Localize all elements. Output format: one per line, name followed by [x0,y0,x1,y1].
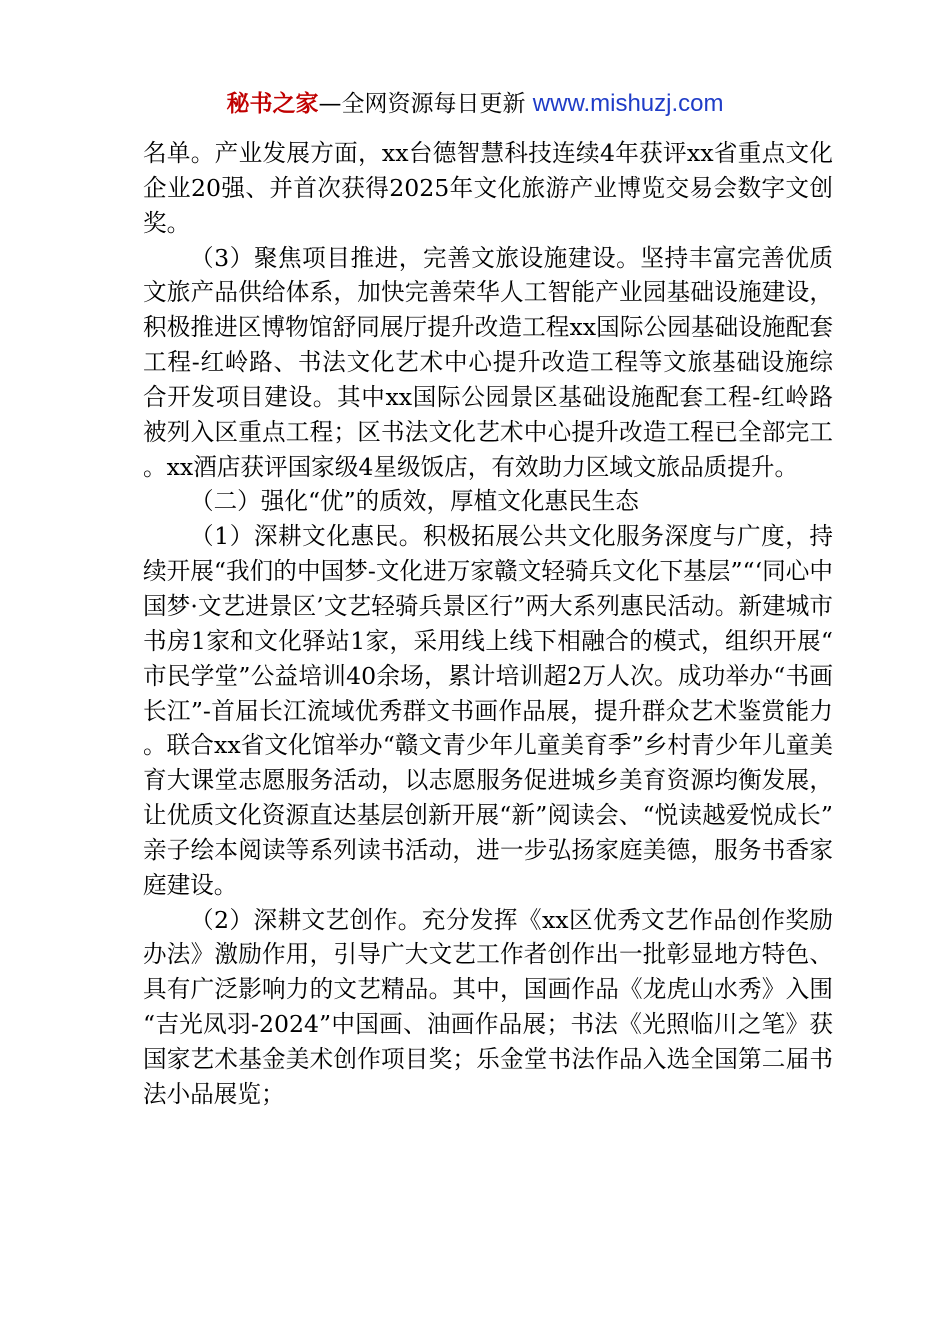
site-brand: 秘书之家 [226,91,319,117]
document-body [143,136,833,1112]
paragraph-project-promotion: （3）聚焦项目推进，完善文旅设施建设。坚持丰富完善优质文旅产品供给体系，加快完善荣华人工智能产业园基础设施建设，积极推进区博物馆舒同展厅提升改造工程xx国际公园基础设施配套工程-红岭路、书法文化艺术中心提升改造工程等文旅基础设施综合开发项目建设。其中xx国际公园景区基础设施配套工程-红岭路被列入区重点工程；区书法文化艺术中心提升改造工程已全部完工。xx酒店获评国家级4星级饭店，有效助力区域文旅品质提升。 [143,243,833,481]
site-tagline: —全网资源每日更新 [318,91,526,117]
section-heading-cultural-benefit: （二）强化“优”的质效，厚植文化惠民生态 [190,487,639,516]
paragraph-industry-development: 名单。产业发展方面，xx台德智慧科技连续4年获评xx省重点文化企业20强、并首次获得2025年文化旅游产业博览交易会数字文创奖。 [143,139,833,237]
site-header [0,88,950,120]
site-url-link[interactable]: www.mishuzj.com [532,90,724,117]
paragraph-cultural-benefit: （1）深耕文化惠民。积极拓展公共文化服务深度与广度，持续开展“我们的中国梦-文化进万家赣文轻骑兵文化下基层”“‘同心中国梦·文艺进景区’文艺轻骑兵景区行”两大系列惠民活动。新建城市书房1家和文化驿站1家，采用线上线下相融合的模式，组织开展“市民学堂”公益培训40余场，累计培训超2万人次。成功举办“书画长江”-首届长江流域优秀群文书画作品展，提升群众艺术鉴赏能力。联合xx省文化馆举办“赣文青少年儿童美育季”乡村青少年儿童美育大课堂志愿服务活动，以志愿服务促进城乡美育资源均衡发展，让优质文化资源直达基层创新开展“新”阅读会、“悦读越爱悦成长”亲子绘本阅读等系列读书活动，进一步弘扬家庭美德，服务书香家庭建设。 [143,522,833,899]
paragraph-literary-creation: （2）深耕文艺创作。充分发挥《xx区优秀文艺作品创作奖励办法》激励作用，引导广大文艺工作者创作出一批彰显地方特色、具有广泛影响力的文艺精品。其中，国画作品《龙虎山水秀》入围“吉光凤羽-2024”中国画、油画作品展；书法《光照临川之笔》获国家艺术基金美术创作项目奖；乐金堂书法作品入选全国第二届书法小品展览； [143,905,833,1108]
